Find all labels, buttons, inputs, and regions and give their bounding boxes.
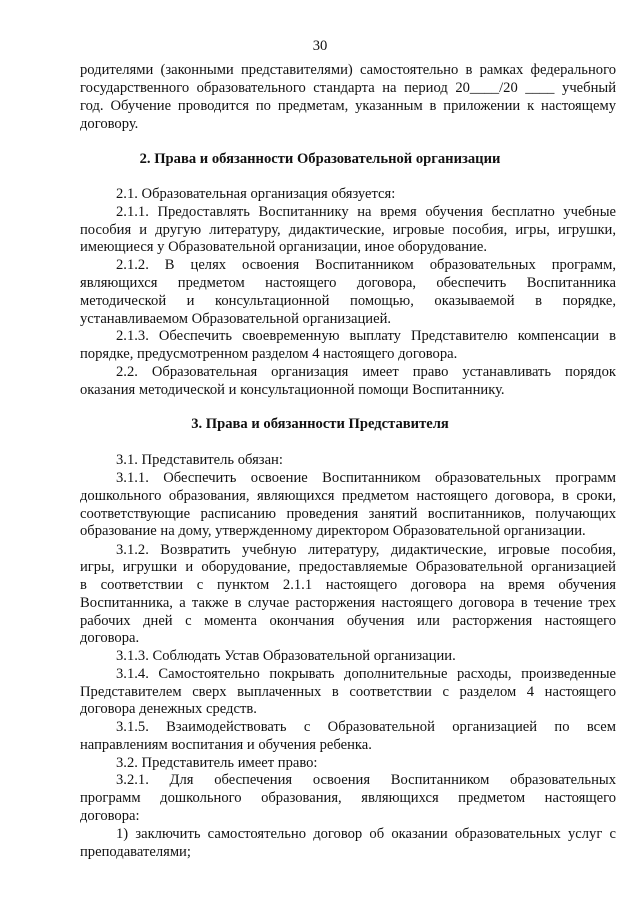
text-line: государственного образовательного стандарта на период 20____/20 ____ учебный <box>80 80 616 96</box>
page-number: 30 <box>312 38 328 54</box>
text-line: Воспитанника, а также в случае расторжения настоящего договора в течение трех <box>80 595 616 611</box>
text-line: 3.1. Представитель обязан: <box>116 452 283 468</box>
text-line: 2.1.3. Обеспечить своевременную выплату Представителю компенсации в <box>116 328 616 344</box>
text-line: 2.1.1. Предоставлять Воспитаннику на время обучения бесплатно учебные <box>116 204 616 220</box>
text-line: оказания методической и консультационной помощи Воспитаннику. <box>80 382 505 398</box>
text-line: 3.2. Представитель имеет право: <box>116 755 318 771</box>
text-line: программ дошкольного образования, являющихся предметом настоящего <box>80 790 616 806</box>
text-line: являющихся предметом настоящего договора, обеспечить Воспитанника <box>80 275 616 291</box>
section-heading: 3. Права и обязанности Представителя <box>191 416 449 432</box>
text-line: 1) заключить самостоятельно договор об оказании образовательных услуг с <box>116 826 616 842</box>
text-line: игры, игрушки и оборудование, предоставляемые Образовательной организацией <box>80 559 616 575</box>
text-line: год. Обучение проводится по предметам, указанным в приложении к настоящему <box>80 98 616 114</box>
text-line: договору. <box>80 116 139 132</box>
text-line: 3.1.2. Возвратить учебную литературу, дидактические, игровые пособия, <box>116 542 616 558</box>
text-line: рабочих дней с момента окончания обучения или расторжения настоящего <box>80 613 616 629</box>
text-line: пособия и другую литературу, дидактические, игровые пособия, игры, игрушки, <box>80 222 616 238</box>
text-line: 2.2. Образовательная организация имеет право устанавливать порядок <box>116 364 616 380</box>
text-line: договора: <box>80 808 140 824</box>
text-line: 3.1.1. Обеспечить освоение Воспитанником образовательных программ <box>116 470 616 486</box>
text-line: 2.1. Образовательная организация обязуется: <box>116 186 396 202</box>
text-line: направлениям воспитания и обучения ребенка. <box>80 737 372 753</box>
text-line: методической и консультационной помощью, оказываемой в порядке, <box>80 293 616 309</box>
text-line: 2.1.2. В целях освоения Воспитанником образовательных программ, <box>116 257 616 273</box>
text-line: устанавливаемом Образовательной организацией. <box>80 311 392 327</box>
text-line: договора. <box>80 630 140 646</box>
text-line: порядке, предусмотренном разделом 4 настоящего договора. <box>80 346 458 362</box>
text-line: имеющиеся у Образовательной организации, иное оборудование. <box>80 239 487 255</box>
text-line: 3.1.3. Соблюдать Устав Образовательной организации. <box>116 648 456 664</box>
text-line: в соответствии с пунктом 2.1.1 настоящего договора на время обучения <box>80 577 616 593</box>
text-line: соответствующие расписанию проведения занятий воспитанников, получающих <box>80 506 616 522</box>
text-line: преподавателями; <box>80 844 191 860</box>
text-line: дошкольного образования, являющихся предметом настоящего договора, в сроки, <box>80 488 616 504</box>
text-line: родителями (законными представителями) самостоятельно в рамках федерального <box>80 62 616 78</box>
section-heading: 2. Права и обязанности Образовательной организации <box>139 151 501 167</box>
text-line: 3.2.1. Для обеспечения освоения Воспитанником образовательных <box>116 772 616 788</box>
text-line: Представителем сверх выплаченных в соответствии с разделом 4 настоящего <box>80 684 616 700</box>
text-line: 3.1.4. Самостоятельно покрывать дополнительные расходы, произведенные <box>116 666 616 682</box>
text-line: договора денежных средств. <box>80 701 257 717</box>
text-line: 3.1.5. Взаимодействовать с Образовательной организацией по всем <box>116 719 616 735</box>
text-line: образование на дому, утвержденному директором Образовательной организации. <box>80 523 586 539</box>
